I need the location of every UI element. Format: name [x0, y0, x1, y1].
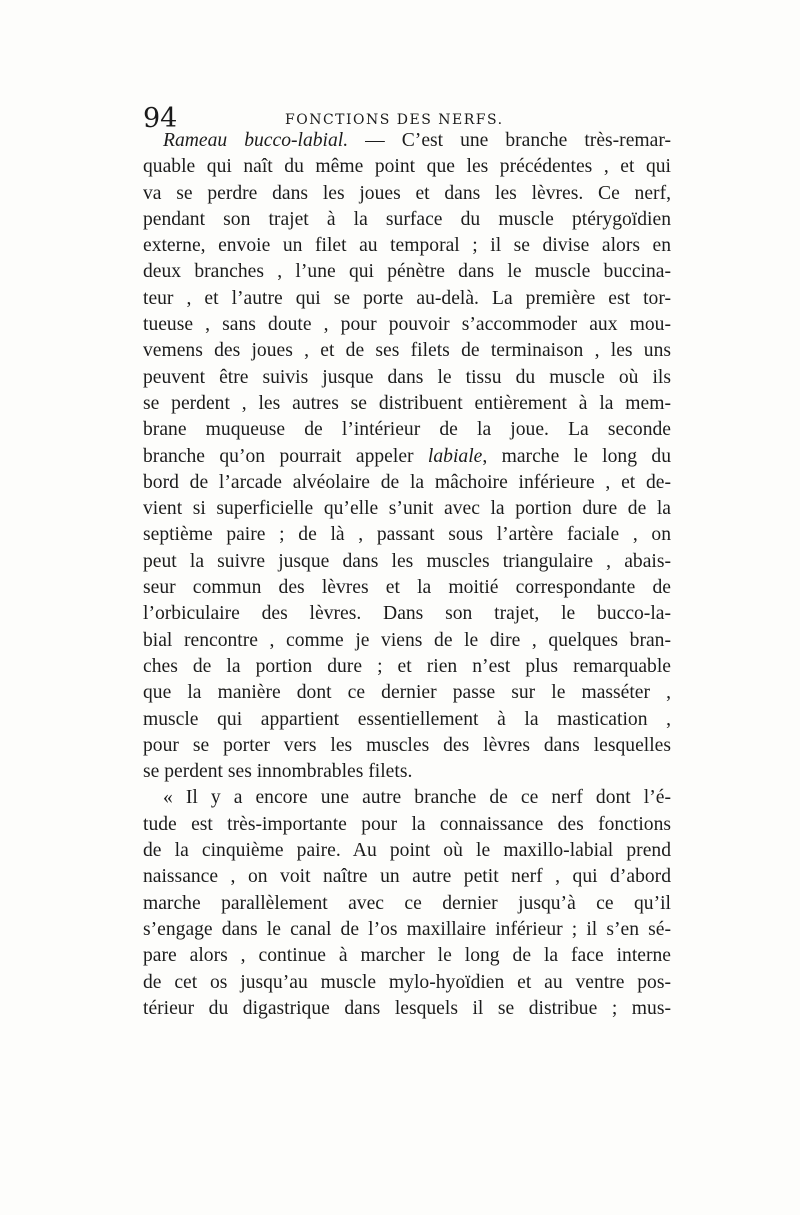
text-line: externe, envoie un filet au temporal ; il se divise alors en: [143, 235, 671, 257]
text-line: ches de la portion dure ; et rien n’est plus remarquable: [143, 655, 671, 677]
italic-term: labiale: [427, 445, 483, 467]
text-line: seur commun des lèvres et la moitié correspondante de: [143, 577, 671, 599]
text-line: branche qu’on pourrait appeler labiale, marche le long du: [143, 445, 671, 467]
text-line: que la manière dont ce dernier passe sur le masséter ,: [143, 682, 671, 704]
text-line: naissance , on voit naître un autre petit nerf , qui d’abord: [143, 866, 671, 888]
text-line: muscle qui appartient essentiellement à la mastication ,: [143, 708, 671, 730]
text-line: pare alors , continue à marcher le long de la face interne: [143, 945, 671, 967]
body-text: [143, 128, 671, 1022]
text-line: tueuse , sans doute , pour pouvoir s’accommoder aux mou-: [143, 314, 671, 336]
text-line: teur , et l’autre qui se porte au-delà. La première est tor-: [143, 287, 671, 309]
section-heading: Rameau bucco-labial.: [163, 130, 349, 151]
text-line: s’engage dans le canal de l’os maxillaire inférieur ; il s’en sé-: [143, 918, 671, 940]
text-line: térieur du digastrique dans lesquels il se distribue ; mus-: [143, 997, 671, 1019]
text-line: Rameau bucco-labial. — C’est une branche très-remar-: [163, 130, 671, 151]
text-line: bial rencontre , comme je viens de le dire , quelques bran-: [143, 629, 671, 651]
text-line: de cet os jusqu’au muscle mylo-hyoïdien et au ventre pos-: [143, 971, 671, 993]
text-line: tude est très-importante pour la connaissance des fonctions: [143, 813, 671, 835]
text-line: se perdent , les autres se distribuent entièrement à la mem-: [143, 392, 671, 414]
text-line: vemens des joues , et de ses filets de terminaison , les uns: [143, 340, 671, 362]
text-line: deux branches , l’une qui pénètre dans le muscle buccina-: [143, 261, 671, 283]
text-line: septième paire ; de là , passant sous l’artère faciale , on: [143, 524, 671, 546]
page-number: 94: [143, 103, 178, 134]
text-line: bord de l’arcade alvéolaire de la mâchoire inférieure , et de-: [143, 471, 671, 493]
text-line: brane muqueuse de l’intérieur de la joue. La seconde: [143, 419, 671, 441]
text-line: marche parallèlement avec ce dernier jusqu’à ce qu’il: [143, 892, 671, 914]
text-line: peuvent être suivis jusque dans le tissu du muscle où ils: [143, 366, 671, 388]
text-line: quable qui naît du même point que les précédentes , et qui: [143, 156, 671, 178]
text-line: « Il y a encore une autre branche de ce nerf dont l’é-: [163, 787, 671, 809]
text-line: se perdent ses innombrables filets.: [143, 761, 413, 783]
text-line: pendant son trajet à la surface du muscle ptérygoïdien: [143, 208, 671, 230]
text-line: va se perdre dans les joues et dans les lèvres. Ce nerf,: [143, 182, 671, 204]
text-line: l’orbiculaire des lèvres. Dans son trajet, le bucco-la-: [143, 603, 671, 625]
text-line: pour se porter vers les muscles des lèvres dans lesquelles: [143, 734, 671, 756]
text-line: vient si superficielle qu’elle s’unit avec la portion dure de la: [143, 498, 671, 520]
running-title: FONCTIONS DES NERFS.: [285, 112, 504, 128]
text-line: peut la suivre jusque dans les muscles triangulaire , abais-: [143, 550, 671, 572]
text-line: de la cinquième paire. Au point où le maxillo-labial prend: [143, 840, 671, 862]
